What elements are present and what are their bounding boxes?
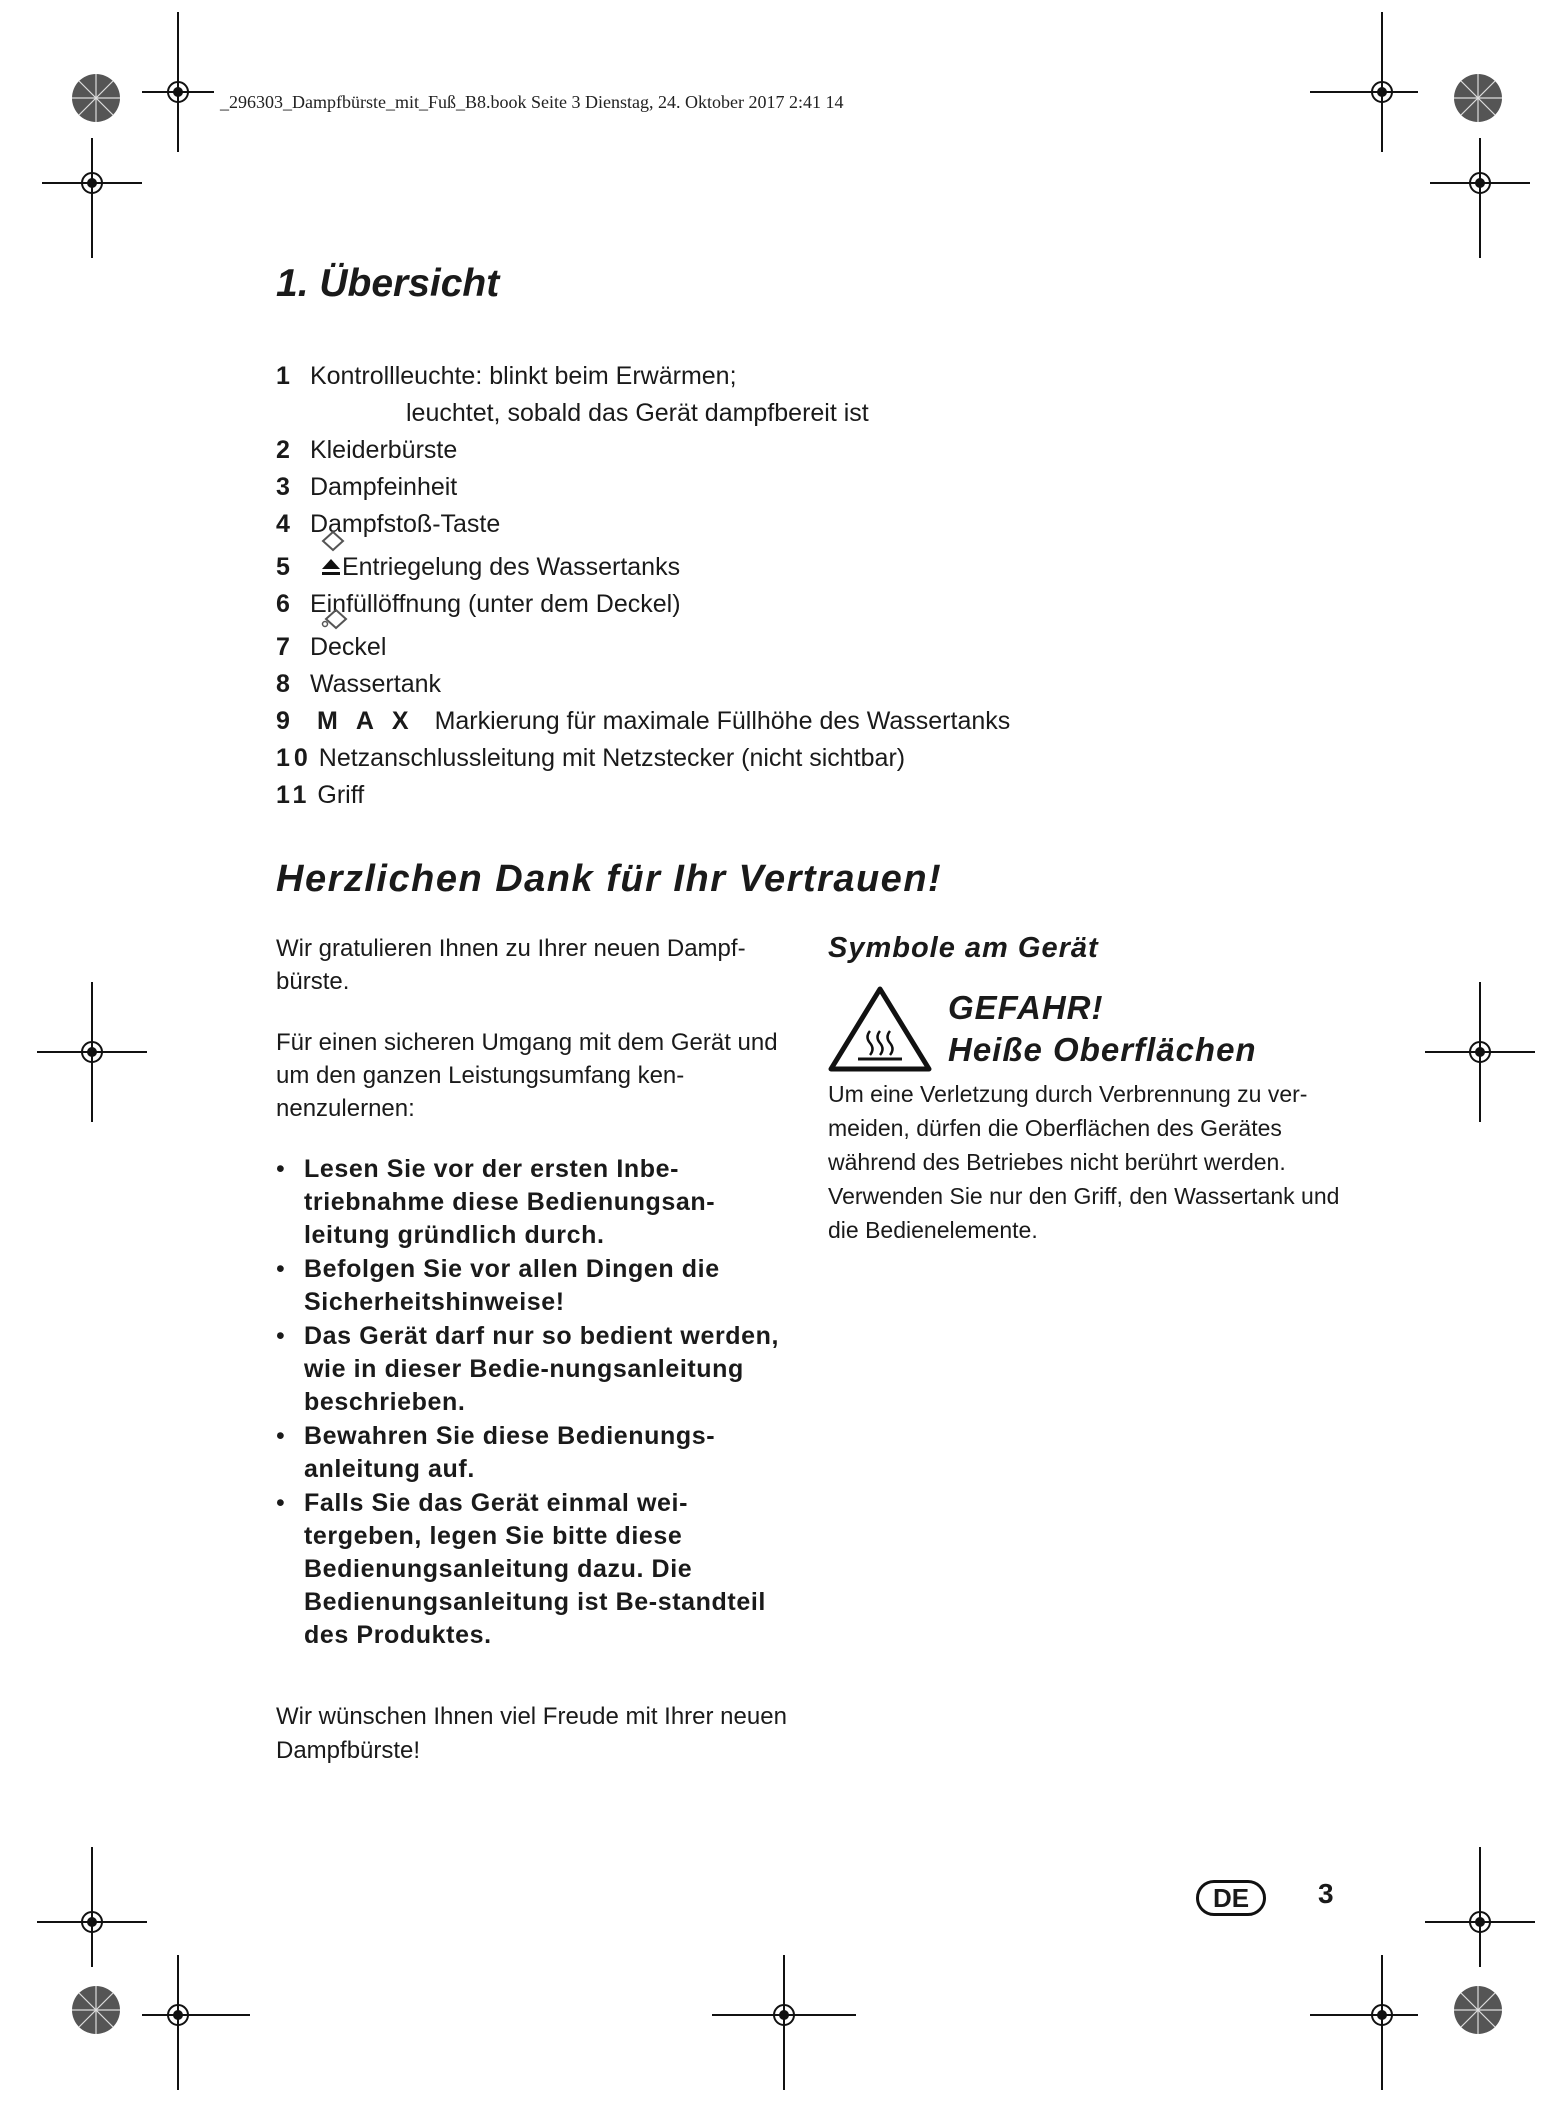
list-item: • Falls Sie das Gerät einmal wei-tergeben, legen Sie bitte diese Bedienungsanleitung dazu. Die Bedienungsanleitung ist Be-standteil des Produktes. <box>276 1487 801 1652</box>
intro-paragraph: Wir gratulieren Ihnen zu Ihrer neuen Dampf-bürste. <box>276 935 746 995</box>
overview-title: 1. Übersicht <box>276 262 500 305</box>
list-item: 3 Dampfeinheit <box>276 473 458 501</box>
list-item: 8 Wassertank <box>276 670 442 698</box>
list-item: 5 Entriegelung des Wassertanks <box>276 553 681 581</box>
thanks-column <box>276 932 801 1692</box>
warning-block <box>828 983 1348 1075</box>
list-item: • Das Gerät darf nur so bedient werden, wie in dieser Bedie-nungsanleitung beschrieben. <box>276 1320 801 1419</box>
safety-bullets <box>276 1153 801 1652</box>
list-item: 4 Dampfstoß-Taste <box>276 506 1276 543</box>
closing-paragraph: Wir wünschen Ihnen viel Freude mit Ihrer neuen Dampfbürste! <box>276 1703 787 1764</box>
list-item: 2 Kleiderbürste <box>276 436 458 464</box>
steam-burst-icon <box>321 530 345 552</box>
list-item: • Befolgen Sie vor allen Dingen die Sicherheitshinweise! <box>276 1253 801 1319</box>
fill-opening-icon <box>320 604 350 630</box>
list-item: 6 Einfüllöffnung (unter dem Deckel) <box>276 586 1276 623</box>
list-item: 1 Kontrollleuchte: blinkt beim Erwärmen; <box>276 362 737 390</box>
language-badge: DE <box>1196 1880 1266 1916</box>
list-item: leuchtet, sobald das Gerät dampfbereit ist <box>406 399 869 427</box>
page-number: 3 <box>1318 1878 1334 1909</box>
warning-title: GEFAHR! Heiße Oberflächen <box>948 989 1257 1068</box>
list-item: • Lesen Sie vor der ersten Inbe-triebnahme diese Bedienungsan-leitung gründlich durch. <box>276 1153 801 1252</box>
list-item: 10 Netzanschlussleitung mit Netzstecker (nicht sichtbar) <box>276 744 906 772</box>
list-item: 9 MAX Markierung für maximale Füllhöhe des Wassertanks <box>276 707 1011 735</box>
list-item: 7 Deckel <box>276 633 387 661</box>
eject-icon <box>320 557 342 577</box>
symbols-title: Symbole am Gerät <box>828 932 1099 964</box>
lead-paragraph: Für einen sicheren Umgang mit dem Gerät und um den ganzen Leistungsumfang ken-nenzulernen: <box>276 1029 778 1122</box>
list-item: 11 Griff <box>276 781 365 809</box>
overview-list <box>276 358 1276 814</box>
thanks-title: Herzlichen Dank für Ihr Vertrauen! <box>276 858 943 900</box>
print-header: _296303_Dampfbürste_mit_Fuß_B8.book Seite 3 Dienstag, 24. Oktober 2017 2:41 14 <box>220 92 844 112</box>
warning-text: Um eine Verletzung durch Verbrennung zu ver-meiden, dürfen die Oberflächen des Gerätes während des Betriebes nicht berührt werden. Verwenden Sie nur den Griff, den Wassertank und die Bedienelemente. <box>828 1081 1340 1243</box>
symbols-column <box>828 932 1348 1247</box>
list-item: • Bewahren Sie diese Bedienungs-anleitung auf. <box>276 1420 801 1486</box>
hot-surface-warning-icon <box>828 985 933 1073</box>
